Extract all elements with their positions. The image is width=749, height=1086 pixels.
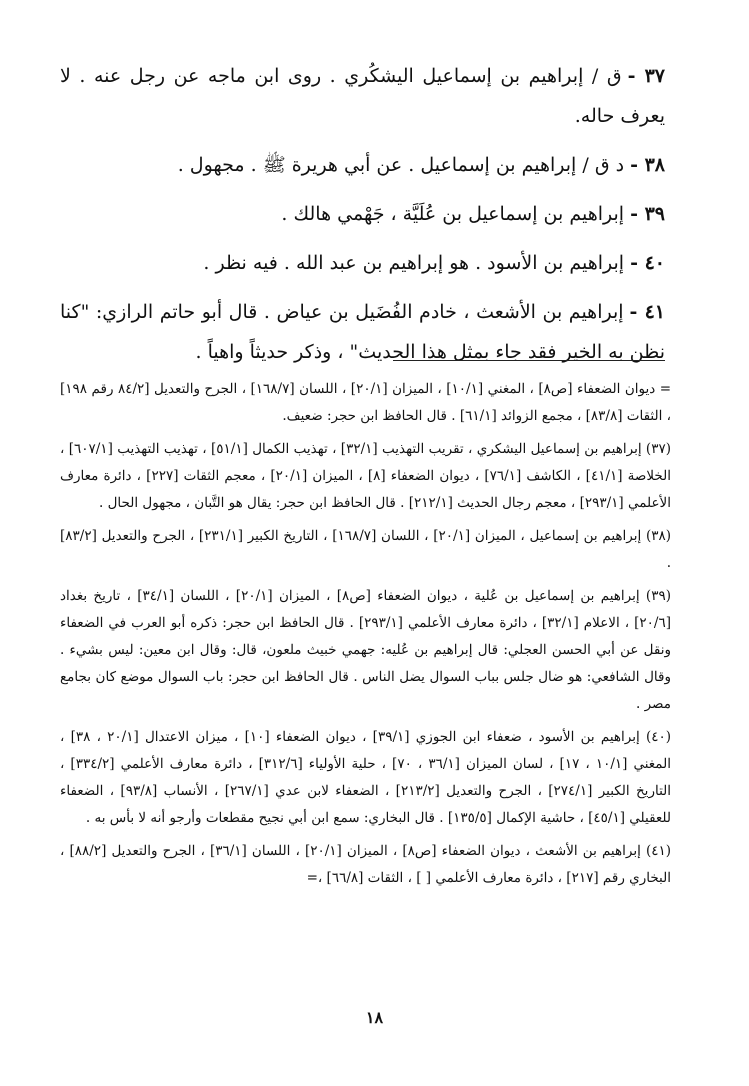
entry-number: ٣٨ - <box>630 154 665 176</box>
entry-text: ق / إبراهيم بن إسماعيل اليشكُري . روى ابن ماجه عن رجل عنه . لا يعرف حاله. <box>60 65 665 127</box>
entry-38 <box>60 145 665 185</box>
entry-text: إبراهيم بن إسماعيل بن عُلَيَّة ، جَهْمي هالك . <box>281 203 625 225</box>
entry-text: إبراهيم بن الأشعث ، خادم الفُضَيل بن عياض . قال أبو حاتم الرازي: "كنا نظن به الخير فقد جاء بمثل هذا الحديث" ، وذكر حديثاً واهياً . <box>60 301 665 363</box>
entry-number: ٣٧ - <box>627 65 665 87</box>
entry-number: ٤١ - <box>629 301 665 323</box>
footnote-40: (٤٠) إبراهيم بن الأسود ، ضعفاء ابن الجوزي [٣٩/١] ، ديوان الضعفاء [١٠] ، ميزان الاعتدال [٢٠/١ ، ٣٨] ، المغني [١٠/١ ، ١٧] ، لسان الميزان [٣٦/١ ، ٧٠] ، حلية الأولياء [٣١٢/٦] ، دائرة معارف الأعلمي [٣٣٤/٢] ، التاريخ الكبير [٢٧٤/١] ، الجرح والتعديل [٢١٣/٢] ، الضعفاء لابن عدي [٢٦٧/١] ، الأنساب [٩٣/٨] ، الضعفاء للعقيلي [٤٥/١] ، حاشية الإكمال [١٣٥/٥] . قال البخاري: سمع ابن أبي نجيح مقطعات وأرجو أنه لا بأس به . <box>60 729 672 826</box>
entry-text: د ق / إبراهيم بن إسماعيل . عن أبي هريرة ﷺ . مجهول . <box>177 154 625 176</box>
footnote-continued: = ديوان الضعفاء [ص٨] ، المغني [١٠/١] ، الميزان [٢٠/١] ، اللسان [١٦٨/٧] ، الجرح والتعديل [٨٤/٢ رقم ١٩٨] ، الثقات [٨٣/٨] ، مجمع الزوائد [٦١/١] . قال الحافظ ابن حجر: ضعيف. <box>60 381 672 424</box>
footnote-41: (٤١) إبراهيم بن الأشعث ، ديوان الضعفاء [ص٨] ، الميزان [٢٠/١] ، اللسان [٣٦/١] ، الجرح والتعديل [٨٨/٢] ، البخاري رقم [٢١٧] ، دائرة معارف الأعلمي [ ] ، الثقات [٦٦/٨] ،= <box>60 843 672 886</box>
entry-text: إبراهيم بن الأسود . هو إبراهيم بن عبد الله . فيه نظر . <box>203 252 625 274</box>
entry-number: ٣٩ - <box>630 203 665 225</box>
entry-number: ٤٠ - <box>630 252 665 274</box>
footnote-37: (٣٧) إبراهيم بن إسماعيل اليشكري ، تقريب التهذيب [٣٢/١] ، تهذيب الكمال [٥١/١] ، تهذيب التهذيب [٦٠٧/١] ، الخلاصة [٤١/١] ، الكاشف [٧٦/١] ، ديوان الضعفاء [٨] ، الميزان [٢٠/١] ، معجم الثقات [٢٢٧] ، دائرة معارف الأعلمي [٢٩٣/١] ، معجم رجال الحديث [٢١٢/١] . قال الحافظ ابن حجر: يقال هو التَّبان ، مجهول الحال . <box>60 441 672 511</box>
entry-37 <box>60 56 665 136</box>
footnotes <box>60 376 671 898</box>
entry-40 <box>60 243 665 283</box>
footnote-38: (٣٨) إبراهيم بن إسماعيل ، الميزان [٢٠/١] ، اللسان [١٦٨/٧] ، التاريخ الكبير [٢٣١/١] ، الجرح والتعديل [٨٣/٢] . <box>60 528 672 571</box>
footnote-39: (٣٩) إبراهيم بن إسماعيل بن عُلية ، ديوان الضعفاء [ص٨] ، الميزان [٢٠/١] ، اللسان [٣٤/١] ، تاريخ بغداد [٢٠/٦] ، الاعلام [٣٢/١] ، دائرة معارف الأعلمي [٢٩٣/١] . قال الحافظ ابن حجر: ذكره أبو العرب في الضعفاء ونقل عن أبي الحسن العجلي: قال إبراهيم بن عُليه: جهمي خبيث ملعون، قال: وقال ابن معين: ليس بشيء . وقال الشافعي: هو ضال جلس بباب السوال يضل الناس . قال الحافظ ابن حجر: باب السوال موضع كان بجامع مصر . <box>60 588 671 712</box>
page-number: ١٨ <box>365 1008 384 1027</box>
entry-39 <box>60 194 665 234</box>
main-text <box>60 56 665 381</box>
footnote-divider <box>393 360 665 361</box>
